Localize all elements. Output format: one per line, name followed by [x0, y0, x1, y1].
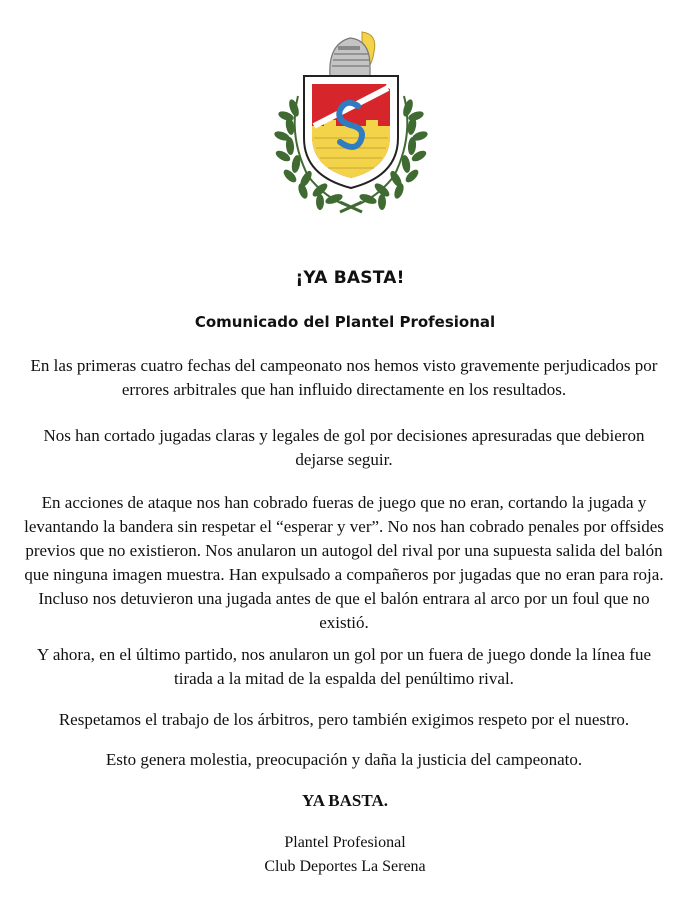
- signature-line-1: Plantel Profesional: [284, 834, 406, 851]
- paragraph-3: En acciones de ataque nos han cobrado fueras de juego que no eran, cortando la jugada y levantando la bandera sin respetar el “esperar y ver”. No nos han cobrado penales por offsides previos que no existieron. Nos anularon un autogol del rival por una supuesta salida del balón que ninguna imagen muestra. Han expulsado a compañeros por jugadas que no eran para roja. Incluso nos detuvieron una jugada antes de que el balón entrara al arco por un foul que no existió.: [24, 493, 664, 632]
- page-title: ¡YA BASTA!: [295, 268, 405, 288]
- paragraph-2: Nos han cortado jugadas claras y legales de gol por decisiones apresuradas que debieron dejarse seguir.: [43, 426, 645, 469]
- signature-line-2: Club Deportes La Serena: [264, 858, 426, 875]
- paragraph-6: Esto genera molestia, preocupación y daña la justicia del campeonato.: [105, 750, 583, 769]
- closing-statement: YA BASTA.: [302, 791, 388, 810]
- helmet-icon: [330, 32, 375, 78]
- paragraph-4: Y ahora, en el último partido, nos anularon un gol por un fuera de juego donde la línea fue tirada a la mitad de la espalda del penúltimo rival.: [36, 645, 652, 688]
- laurel-tie-icon: [340, 202, 362, 212]
- page-subtitle: Comunicado del Plantel Profesional: [194, 313, 496, 331]
- shield-icon: [304, 76, 398, 188]
- paragraph-5: Respetamos el trabajo de los árbitros, pero también exigimos respeto por el nuestro.: [58, 710, 630, 729]
- club-crest-logo: [270, 26, 432, 216]
- paragraph-1: En las primeras cuatro fechas del campeonato nos hemos visto gravemente perjudicados por errores arbitrales que han influido directamente en los resultados.: [30, 356, 658, 399]
